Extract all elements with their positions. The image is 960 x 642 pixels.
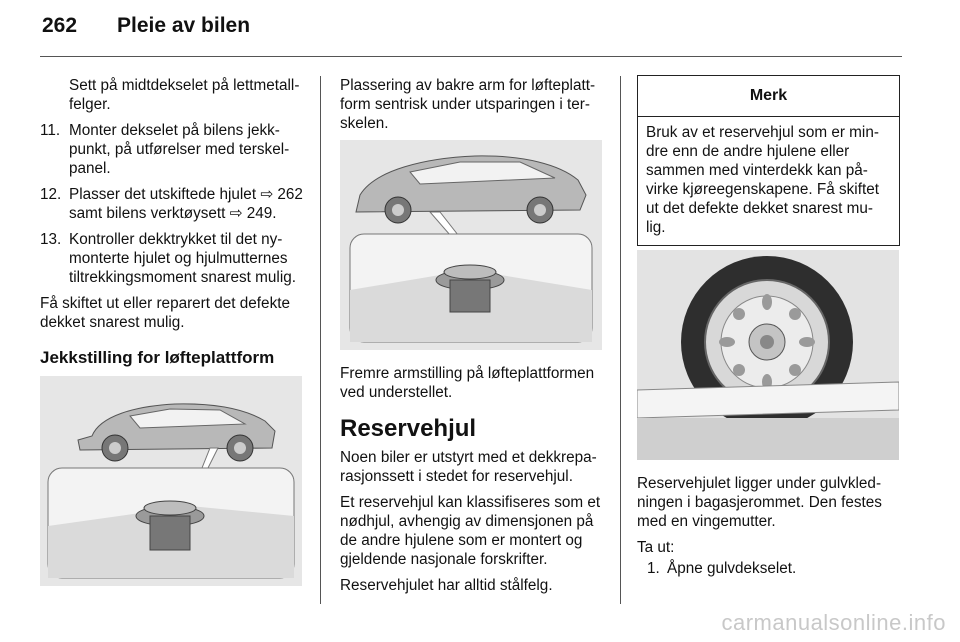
item-text: Monter dekselet på bilens jekk-punkt, på utførelser med terskel-panel.	[69, 122, 290, 177]
column-2	[340, 76, 602, 133]
paragraph: Et reservehjul kan klassifiseres som et nødhjul, avhengig av dimensjonen på de andre hjulene som er montert og gjeldende nasjonale forskrifter.	[340, 494, 601, 568]
list-item	[40, 121, 305, 178]
item-text: Kontroller dekktrykket til det ny-monterte hjulet og hjulmutternes tiltrekkingsmoment snarest mulig.	[69, 231, 296, 286]
item-text: Åpne gulvdekselet.	[667, 560, 797, 577]
illustration-front-lift-arm	[340, 140, 602, 350]
column-divider-2	[620, 76, 621, 604]
list-item	[40, 185, 305, 223]
note-text: Bruk av et reservehjul som er min-dre enn de andre hjulene eller sammen med vinterdekk kan på-virke kjøreegenskapene. Få skiftet ut det defekte dekket snarest mu-lig.	[646, 124, 879, 236]
item-number: 13.	[40, 231, 62, 248]
item-text: Plasser det utskiftede hjulet ⇨ 262 samt bilens verktøysett ⇨ 249.	[69, 186, 303, 222]
list-item	[637, 559, 899, 578]
paragraph: Få skiftet ut eller reparert det defekte dekket snarest mulig.	[40, 295, 290, 331]
illustration-rear-lift-arm	[40, 376, 302, 586]
item-number: 12.	[40, 186, 62, 203]
column-divider-1	[320, 76, 321, 604]
illustration-spare-wheel	[637, 250, 899, 460]
watermark: carmanualsonline.info	[721, 610, 946, 635]
note-box	[637, 75, 900, 246]
note-title: Merk	[638, 76, 899, 117]
figure-caption: Fremre armstilling på løfteplattformen ved understellet.	[340, 365, 595, 401]
column-2-lower	[340, 364, 602, 595]
list-item	[40, 230, 305, 287]
paragraph: Reservehjulet ligger under gulvkled-ningen i bagasjerommet. Den festes med en vingemutter.	[637, 475, 882, 530]
header-rule	[40, 56, 902, 57]
item-number: 11.	[40, 122, 61, 139]
paragraph: Noen biler er utstyrt med et dekkrepa-rasjonssett i stedet for reservehjul.	[340, 449, 597, 485]
column-1	[40, 76, 305, 381]
continued-text: Sett på midtdekselet på lettmetall-felger.	[69, 77, 300, 113]
page-number: 262	[42, 14, 78, 37]
page-title: Pleie av bilen	[117, 14, 251, 37]
paragraph: Ta ut:	[637, 539, 675, 556]
section-heading-reservehjul: Reservehjul	[340, 415, 477, 442]
section-heading: Jekkstilling for løfteplattform	[40, 348, 275, 367]
column-3-lower	[637, 474, 899, 585]
item-number: 1.	[647, 560, 660, 577]
paragraph: Reservehjulet har alltid stålfelg.	[340, 577, 553, 594]
paragraph: Plassering av bakre arm for løfteplatt-form sentrisk under utsparingen i ter-skelen.	[340, 77, 596, 132]
